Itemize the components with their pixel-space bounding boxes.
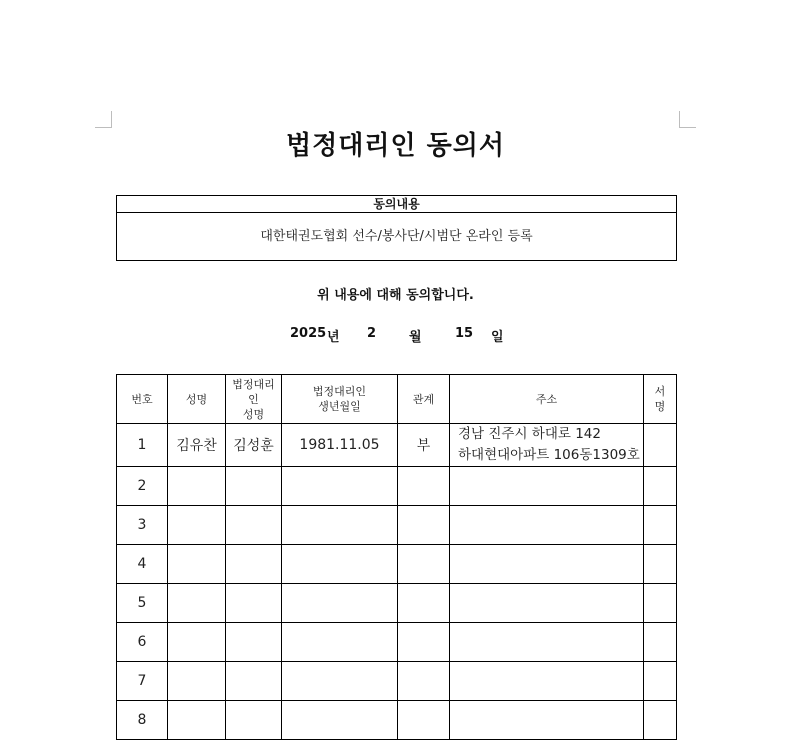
table-row xyxy=(117,506,677,545)
row-guardian xyxy=(226,701,282,740)
date-day: 15 xyxy=(455,326,474,341)
consent-content: 대한태권도협회 선수/봉사단/시범단 온라인 등록 xyxy=(260,229,533,244)
row-guardian xyxy=(226,584,282,623)
row-guardian xyxy=(226,467,282,506)
row-name xyxy=(168,584,226,623)
table-row xyxy=(117,701,677,740)
row-address xyxy=(450,506,644,545)
row-signature[interactable] xyxy=(644,662,677,701)
row-address xyxy=(450,701,644,740)
row-address xyxy=(450,467,644,506)
date-month-unit: 월 xyxy=(409,330,422,345)
row-no: 2 xyxy=(117,467,168,506)
row-no: 4 xyxy=(117,545,168,584)
consent-heading: 동의내용 xyxy=(117,196,676,213)
row-name xyxy=(168,662,226,701)
row-address: 경남 진주시 하대로 142 하대현대아파트 106동1309호 xyxy=(450,424,644,467)
row-guardian xyxy=(226,662,282,701)
row-address xyxy=(450,584,644,623)
row-relation: 부 xyxy=(398,424,450,467)
row-guardian xyxy=(226,623,282,662)
row-birth xyxy=(282,623,398,662)
row-birth xyxy=(282,701,398,740)
date-year: 2025 xyxy=(290,326,327,341)
row-signature[interactable] xyxy=(644,424,677,467)
row-address xyxy=(450,662,644,701)
agreement-text: 위 내용에 대해 동의합니다. xyxy=(317,288,474,303)
row-no: 1 xyxy=(117,424,168,467)
table-row xyxy=(117,662,677,701)
header-guardian-birth: 법정대리인 생년월일 xyxy=(282,375,398,424)
row-signature[interactable] xyxy=(644,584,677,623)
header-relation: 관계 xyxy=(398,375,450,424)
row-guardian xyxy=(226,545,282,584)
row-name xyxy=(168,701,226,740)
date-year-unit: 년 xyxy=(327,330,340,345)
table-header-row xyxy=(117,375,677,424)
row-signature[interactable] xyxy=(644,545,677,584)
row-no: 7 xyxy=(117,662,168,701)
row-birth xyxy=(282,584,398,623)
row-name xyxy=(168,545,226,584)
row-no: 5 xyxy=(117,584,168,623)
row-birth xyxy=(282,467,398,506)
row-birth xyxy=(282,506,398,545)
row-birth: 1981.11.05 xyxy=(282,424,398,467)
header-name: 성명 xyxy=(168,375,226,424)
row-name: 김유찬 xyxy=(168,424,226,467)
row-signature[interactable] xyxy=(644,506,677,545)
row-relation xyxy=(398,701,450,740)
row-birth xyxy=(282,545,398,584)
date-month: 2 xyxy=(367,326,377,341)
row-relation xyxy=(398,545,450,584)
table-row xyxy=(117,545,677,584)
row-no: 8 xyxy=(117,701,168,740)
row-signature[interactable] xyxy=(644,623,677,662)
consent-box xyxy=(116,195,677,261)
row-address xyxy=(450,623,644,662)
date-day-unit: 일 xyxy=(491,330,504,345)
table-row xyxy=(117,623,677,662)
table-row xyxy=(117,467,677,506)
row-no: 6 xyxy=(117,623,168,662)
row-relation xyxy=(398,467,450,506)
row-address xyxy=(450,545,644,584)
row-name xyxy=(168,506,226,545)
row-name xyxy=(168,467,226,506)
row-relation xyxy=(398,623,450,662)
row-name xyxy=(168,623,226,662)
row-relation xyxy=(398,662,450,701)
header-guardian-name: 법정대리 인 성명 xyxy=(226,375,282,424)
header-signature: 서 명 xyxy=(644,375,677,424)
guardian-table xyxy=(116,374,677,740)
document-title: 법정대리인 동의서 xyxy=(286,131,505,161)
row-no: 3 xyxy=(117,506,168,545)
table-row xyxy=(117,424,677,467)
header-no: 번호 xyxy=(117,375,168,424)
table-row xyxy=(117,584,677,623)
header-address: 주소 xyxy=(450,375,644,424)
row-relation xyxy=(398,584,450,623)
row-guardian: 김성훈 xyxy=(226,424,282,467)
row-relation xyxy=(398,506,450,545)
row-signature[interactable] xyxy=(644,701,677,740)
row-birth xyxy=(282,662,398,701)
row-guardian xyxy=(226,506,282,545)
row-signature[interactable] xyxy=(644,467,677,506)
